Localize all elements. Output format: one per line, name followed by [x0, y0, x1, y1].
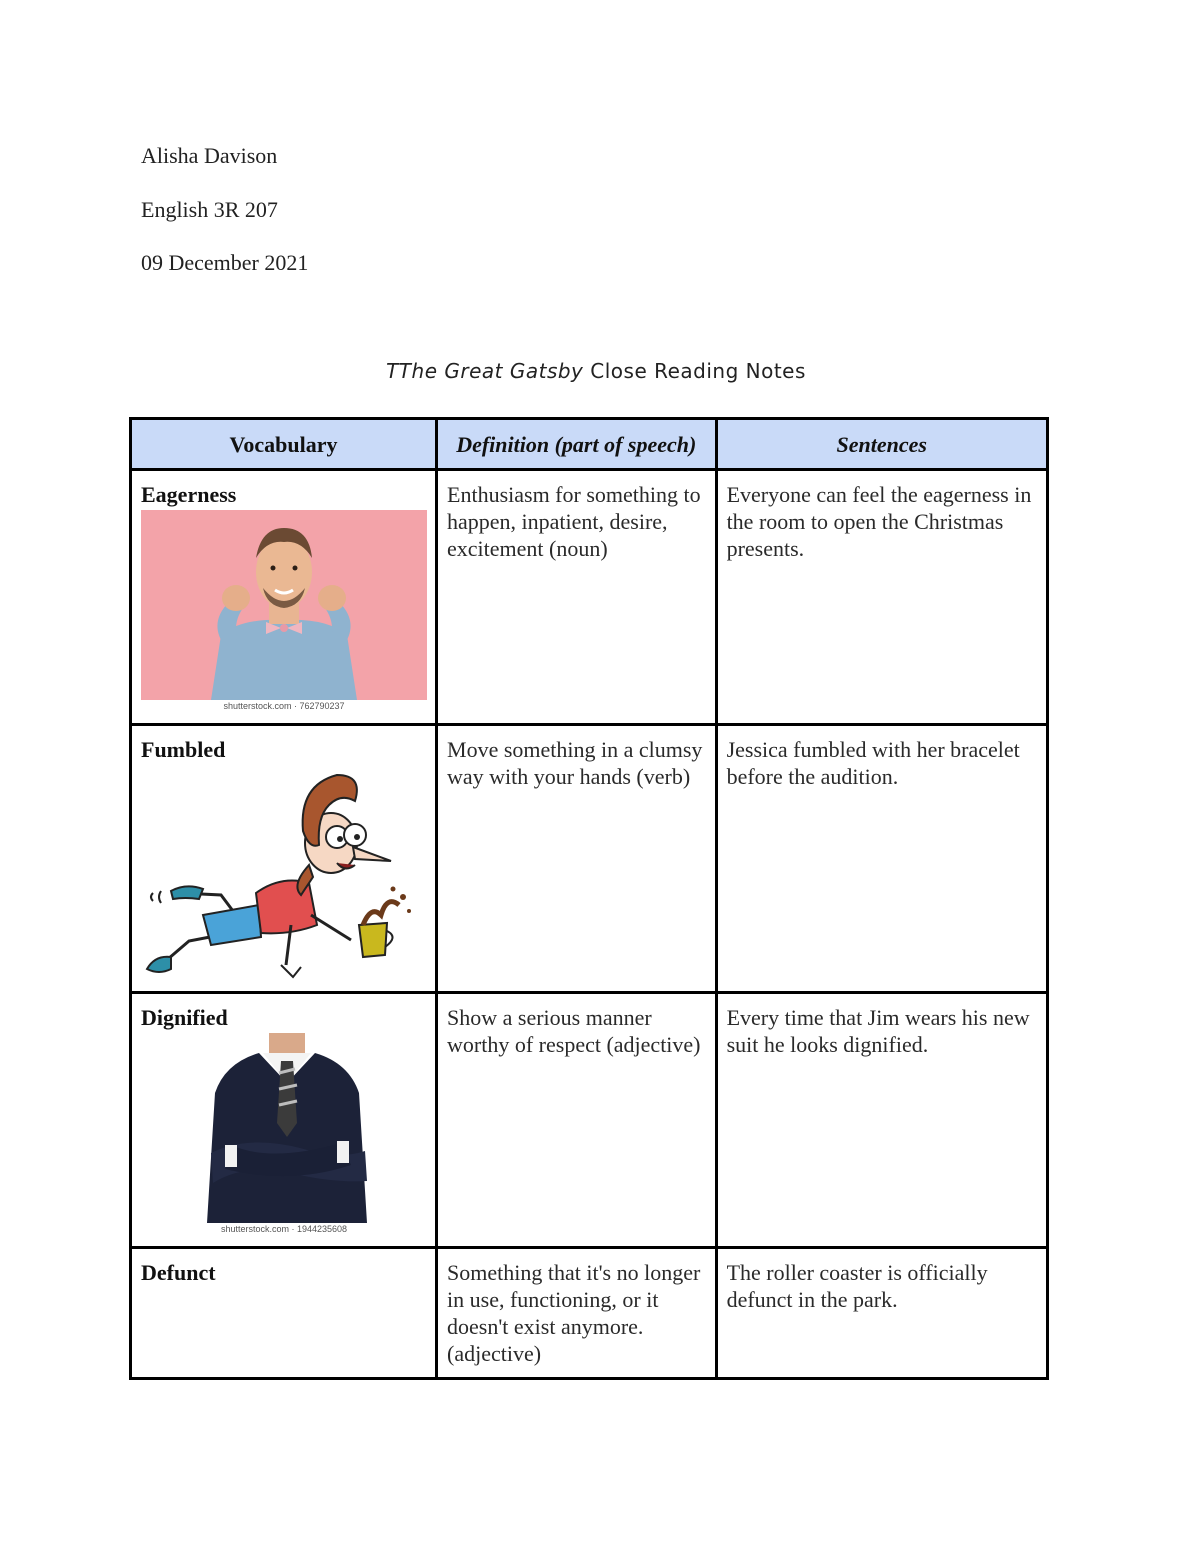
fumbling-woman-cartoon — [141, 765, 427, 985]
vocab-word: Dignified — [141, 1005, 228, 1030]
vocab-word: Eagerness — [141, 482, 237, 507]
definition-cell: Enthusiasm for something to happen, inpatient, desire, excitement (noun) — [437, 470, 717, 725]
sentence-cell: Jessica fumbled with her bracelet before the audition. — [716, 725, 1047, 993]
header-sentences: Sentences — [716, 419, 1047, 470]
definition-cell: Show a serious manner worthy of respect (adjective) — [437, 993, 717, 1248]
vocab-cell — [131, 725, 437, 993]
sentence-cell: The roller coaster is officially defunct in the park. — [716, 1248, 1047, 1379]
excited-man-photo — [141, 510, 427, 700]
definition-cell: Something that it's no longer in use, functioning, or it doesn't exist anymore. (adjective) — [437, 1248, 717, 1379]
vocab-cell — [131, 993, 437, 1248]
sentence-cell: Everyone can feel the eagerness in the room to open the Christmas presents. — [716, 470, 1047, 725]
student-name: Alisha Davison — [141, 143, 278, 168]
image-watermark: shutterstock.com · 762790237 — [223, 701, 345, 711]
man-in-suit-photo — [141, 1033, 427, 1223]
definition-cell: Move something in a clumsy way with your hands (verb) — [437, 725, 717, 993]
table-header-row — [131, 419, 1048, 470]
vocab-word: Defunct — [141, 1260, 216, 1285]
vocab-cell — [131, 470, 437, 725]
assignment-date: 09 December 2021 — [141, 250, 309, 275]
title-book-name: TThe Great Gatsby — [386, 359, 584, 383]
header-vocabulary: Vocabulary — [131, 419, 437, 470]
header-definition: Definition (part of speech) — [437, 419, 717, 470]
course-name: English 3R 207 — [141, 197, 278, 222]
table-row — [131, 470, 1048, 725]
image-watermark: shutterstock.com · 1944235608 — [220, 1224, 348, 1234]
table-row — [131, 725, 1048, 993]
table-row — [131, 993, 1048, 1248]
vocab-cell — [131, 1248, 437, 1379]
vocab-word: Fumbled — [141, 737, 226, 762]
title-suffix: Close Reading Notes — [583, 359, 806, 383]
table-row — [131, 1248, 1048, 1379]
document-title — [0, 356, 1192, 386]
sentence-cell: Every time that Jim wears his new suit he looks dignified. — [716, 993, 1047, 1248]
vocabulary-table — [129, 417, 1049, 1380]
